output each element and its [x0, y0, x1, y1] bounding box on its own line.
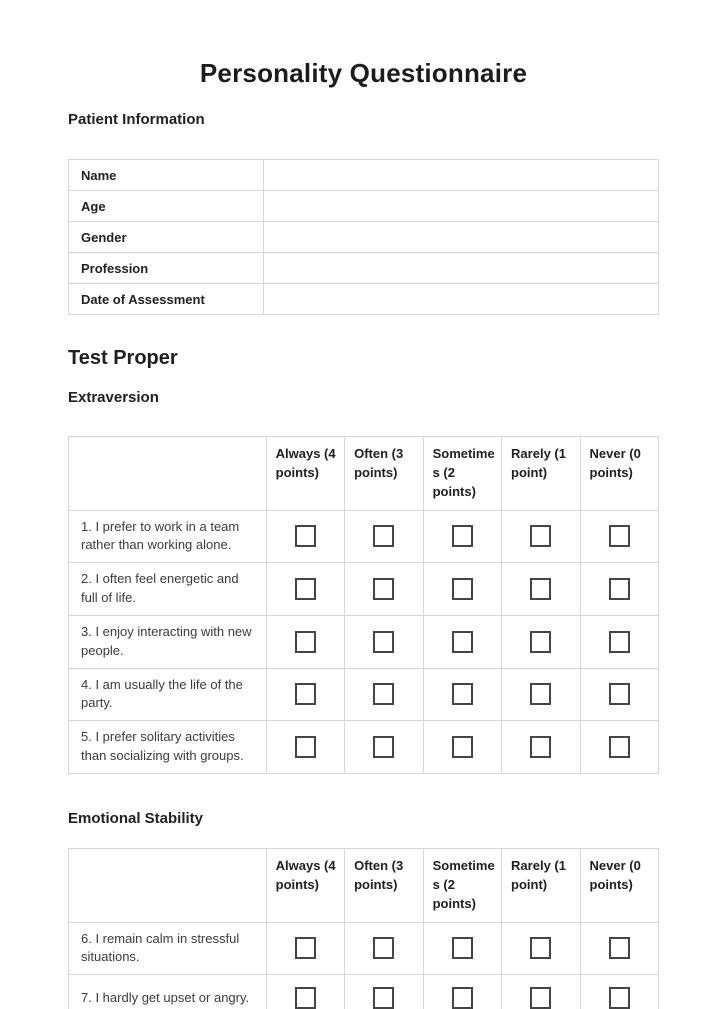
question-text: 7. I hardly get upset or angry. [69, 975, 267, 1009]
answer-cell [345, 721, 423, 774]
answer-cell [580, 975, 658, 1009]
answer-cell [266, 615, 344, 668]
answer-cell [580, 563, 658, 616]
answer-cell [423, 510, 501, 563]
answer-cell [423, 922, 501, 975]
answer-column-header: Often (3 points) [345, 848, 423, 922]
answer-checkbox[interactable] [609, 631, 630, 653]
document-content [0, 58, 728, 1009]
test-proper-heading: Test Proper [68, 347, 178, 369]
question-row [69, 615, 659, 668]
field-value-input[interactable] [263, 253, 658, 284]
answer-cell [580, 922, 658, 975]
question-text: 4. I am usually the life of the party. [69, 668, 267, 721]
field-label: Gender [69, 222, 264, 253]
field-label: Profession [69, 253, 264, 284]
patient-information-heading: Patient Information [68, 111, 205, 128]
answer-cell [423, 721, 501, 774]
answer-checkbox[interactable] [295, 578, 316, 600]
question-row [69, 668, 659, 721]
answer-checkbox[interactable] [295, 525, 316, 547]
answer-cell [345, 615, 423, 668]
field-value-input[interactable] [263, 222, 658, 253]
answer-column-header: Rarely (1 point) [502, 437, 580, 511]
answer-checkbox[interactable] [452, 736, 473, 758]
question-row [69, 563, 659, 616]
field-label: Date of Assessment [69, 284, 264, 315]
answer-cell [266, 510, 344, 563]
answer-cell [423, 668, 501, 721]
answer-cell [266, 668, 344, 721]
field-value-input[interactable] [263, 284, 658, 315]
answer-checkbox[interactable] [295, 937, 316, 959]
answer-checkbox[interactable] [373, 578, 394, 600]
answer-checkbox[interactable] [373, 736, 394, 758]
answer-checkbox[interactable] [530, 525, 551, 547]
section-heading-emotional-stability: Emotional Stability [68, 809, 204, 827]
answer-cell [502, 721, 580, 774]
answer-checkbox[interactable] [452, 987, 473, 1009]
answer-checkbox[interactable] [609, 937, 630, 959]
answer-checkbox[interactable] [530, 937, 551, 959]
patient-info-table [68, 159, 659, 315]
answer-checkbox[interactable] [530, 578, 551, 600]
answer-cell [345, 975, 423, 1009]
patient-field-row [69, 222, 659, 253]
answer-column-header: Sometimes (2 points) [423, 437, 501, 511]
answer-cell [502, 510, 580, 563]
answer-cell [423, 975, 501, 1009]
answer-cell [580, 721, 658, 774]
answer-cell [423, 615, 501, 668]
answer-checkbox[interactable] [530, 683, 551, 705]
rating-table-header-row [69, 848, 659, 922]
answer-cell [345, 563, 423, 616]
section-heading-extraversion: Extraversion [68, 389, 159, 406]
answer-checkbox[interactable] [373, 987, 394, 1009]
section-extraversion [68, 389, 659, 774]
answer-cell [345, 510, 423, 563]
answer-cell [580, 668, 658, 721]
rating-table-extraversion [68, 436, 659, 774]
answer-cell [580, 615, 658, 668]
answer-cell [502, 975, 580, 1009]
answer-column-header: Never (0 points) [580, 848, 658, 922]
patient-field-row [69, 160, 659, 191]
rating-table-header-row [69, 437, 659, 511]
page-title: Personality Questionnaire [199, 58, 528, 88]
answer-cell [502, 922, 580, 975]
answer-cell [423, 563, 501, 616]
question-row [69, 721, 659, 774]
answer-cell [580, 510, 658, 563]
answer-checkbox[interactable] [373, 525, 394, 547]
answer-cell [345, 668, 423, 721]
answer-column-header: Often (3 points) [345, 437, 423, 511]
answer-checkbox[interactable] [609, 578, 630, 600]
question-row [69, 922, 659, 975]
answer-checkbox[interactable] [530, 631, 551, 653]
answer-cell [502, 563, 580, 616]
patient-field-row [69, 284, 659, 315]
answer-checkbox[interactable] [609, 987, 630, 1009]
answer-checkbox[interactable] [530, 736, 551, 758]
answer-cell [502, 668, 580, 721]
question-text: 5. I prefer solitary activities than socializing with groups. [69, 721, 267, 774]
field-label: Name [69, 160, 264, 191]
answer-column-header: Rarely (1 point) [502, 848, 580, 922]
answer-checkbox[interactable] [295, 736, 316, 758]
field-label: Age [69, 191, 264, 222]
question-text: 2. I often feel energetic and full of life. [69, 563, 267, 616]
answer-cell [266, 922, 344, 975]
answer-checkbox[interactable] [609, 736, 630, 758]
answer-cell [266, 563, 344, 616]
answer-checkbox[interactable] [373, 683, 394, 705]
patient-info-table-body [69, 160, 659, 315]
answer-checkbox[interactable] [295, 631, 316, 653]
question-text: 6. I remain calm in stressful situations. [69, 922, 267, 975]
answer-column-header: Always (4 points) [266, 437, 344, 511]
test-proper-sections [68, 389, 659, 1009]
answer-checkbox[interactable] [295, 987, 316, 1009]
answer-checkbox[interactable] [295, 683, 316, 705]
question-text: 3. I enjoy interacting with new people. [69, 615, 267, 668]
question-row [69, 975, 659, 1009]
patient-field-row [69, 253, 659, 284]
answer-checkbox[interactable] [530, 987, 551, 1009]
question-column-header [69, 437, 267, 511]
answer-checkbox[interactable] [452, 683, 473, 705]
answer-checkbox[interactable] [373, 937, 394, 959]
field-value-input[interactable] [263, 160, 658, 191]
question-text: 1. I prefer to work in a team rather than working alone. [69, 510, 267, 563]
answer-checkbox[interactable] [452, 937, 473, 959]
answer-column-header: Sometimes (2 points) [423, 848, 501, 922]
question-row [69, 510, 659, 563]
answer-column-header: Never (0 points) [580, 437, 658, 511]
answer-column-header: Always (4 points) [266, 848, 344, 922]
answer-checkbox[interactable] [452, 525, 473, 547]
section-emotional-stability [68, 810, 659, 1009]
patient-field-row [69, 191, 659, 222]
question-column-header [69, 848, 267, 922]
answer-checkbox[interactable] [373, 631, 394, 653]
answer-cell [345, 922, 423, 975]
rating-table-emotional-stability [68, 848, 659, 1009]
answer-cell [266, 975, 344, 1009]
answer-cell [502, 615, 580, 668]
answer-checkbox[interactable] [609, 525, 630, 547]
answer-checkbox[interactable] [452, 578, 473, 600]
answer-checkbox[interactable] [609, 683, 630, 705]
answer-cell [266, 721, 344, 774]
field-value-input[interactable] [263, 191, 658, 222]
answer-checkbox[interactable] [452, 631, 473, 653]
